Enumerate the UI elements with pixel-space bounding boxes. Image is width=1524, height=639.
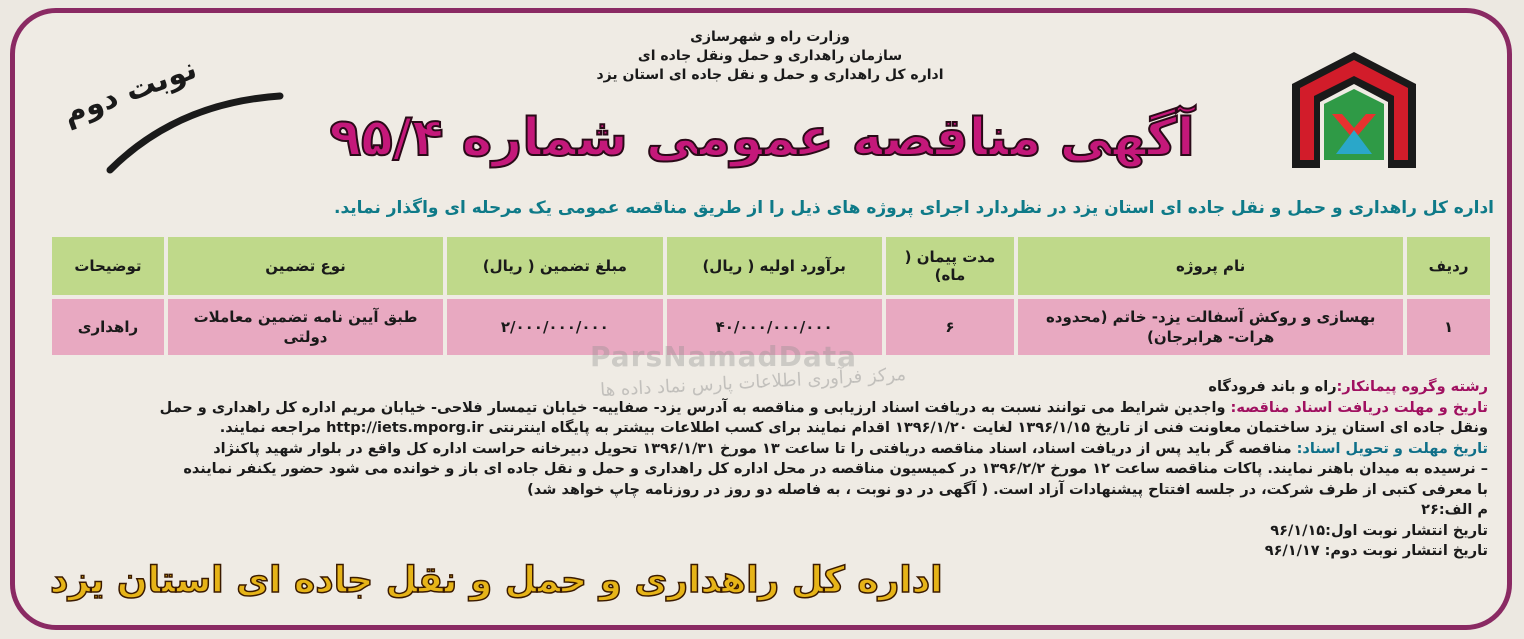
deadline-text-1: واجدین شرایط می توانند نسبت به دریافت اسناد ارزیابی و مناقصه به آدرس یزد- صفاییه- خیابان تیمسار فلاحی- خیابان مریم اداره کل راهداری و حمل — [159, 399, 1231, 416]
page-title: آگهی مناقصه عمومی شماره ۹۵/۴ — [329, 108, 1195, 168]
publish-date-first: تاریخ انتشار نوبت اول:۹۶/۱/۱۵ — [1270, 522, 1488, 539]
intro-text: اداره کل راهداری و حمل و نقل جاده ای استان یزد در نظردارد اجرای پروژه های ذیل را از طریق مناقصه عمومی یک مرحله ای واگذار نماید. — [334, 198, 1494, 218]
watermark: ParsNamadData — [590, 340, 857, 373]
header-project: نام پروژه — [1018, 237, 1403, 295]
header-notes: توضیحات — [52, 237, 164, 295]
delivery-line-3: با معرفی کتبی از طرف شرکت، در جلسه افتتاح پیشنهادات آزاد است. ( آگهی در دو نوبت ، به فاصله دو روز در روزنامه چاپ خواهد شد) — [527, 481, 1488, 498]
deadline-line-2: ونقل جاده ای استان یزد ساختمان معاونت فنی از تاریخ ۱۳۹۶/۱/۱۵ لغایت ۱۳۹۶/۱/۲۰ اقدام نمایند برای کسب اطلاعات بیشتر به پایگاه اینترنتی http://iets.mporg.ir مراجعه نمایند. — [219, 420, 1488, 436]
header-guarantee-amount: مبلغ تضمین ( ریال) — [447, 237, 662, 295]
header-duration: مدت پیمان ( ماه) — [886, 237, 1014, 295]
round-label: نوبت دوم — [58, 51, 202, 132]
header-guarantee-type: نوع تضمین — [168, 237, 443, 295]
publish-date-second: تاریخ انتشار نوبت دوم: ۹۶/۱/۱۷ — [1264, 543, 1488, 559]
deadline-line-1 — [38, 398, 1488, 419]
delivery-line-2: – نرسیده به میدان باهنر نمایند. پاکات مناقصه ساعت ۱۲ مورخ ۱۳۹۶/۲/۲ در کمیسیون مناقصه در محل اداره کل راهداری و حمل و نقل جاده ای باز و خوانده می شود حضور یکنفر نماینده — [183, 461, 1488, 477]
header-office: اداره کل راهداری و حمل و نقل جاده ای استان یزد — [596, 67, 944, 83]
delivery-line-1 — [38, 439, 1488, 460]
delivery-text-1: مناقصه گر باید پس از دریافت اسناد، اسناد مناقصه دریافتی را تا ساعت ۱۳ مورخ ۱۳۹۶/۱/۳۱ تحویل دبیرخانه حراست اداره کل واقع در بلوار شهید پاکنژاد — [213, 440, 1297, 457]
details-section — [38, 377, 1488, 562]
header-organization — [560, 28, 980, 85]
header-estimate: برآورد اولیه ( ریال) — [667, 237, 882, 295]
cell-duration: ۶ — [886, 299, 1014, 355]
header-organization-name: سازمان راهداری و حمل ونقل جاده ای — [637, 48, 903, 64]
delivery-label: تاریخ مهلت و تحویل اسناد: — [1296, 440, 1488, 457]
header-row-no: ردیف — [1407, 237, 1490, 295]
contractor-field-line — [38, 377, 1488, 398]
footer-organization: اداره کل راهداری و حمل و نقل جاده ای استان یزد — [50, 560, 943, 601]
deadline-label: تاریخ و مهلت دریافت اسناد مناقصه: — [1230, 399, 1488, 416]
contractor-field-label: رشته وگروه پیمانکار: — [1336, 379, 1488, 395]
cell-notes: راهداری — [52, 299, 164, 355]
header-ministry: وزارت راه و شهرسازی — [690, 29, 850, 45]
table-header-row — [52, 237, 1490, 295]
contractor-field-value: راه و باند فرودگاه — [1208, 379, 1337, 395]
cell-estimate: ۴۰/۰۰۰/۰۰۰/۰۰۰ — [667, 299, 882, 355]
cell-project: بهسازی و روکش آسفالت یزد- خاتم (محدوده هرات- هرابرجان) — [1018, 299, 1403, 355]
cell-guarantee-type: طبق آیین نامه تضمین معاملات دولتی — [168, 299, 443, 355]
cell-guarantee-amount: ۲/۰۰۰/۰۰۰/۰۰۰ — [447, 299, 662, 355]
watermark-subtitle: مرکز فرآوری اطلاعات پارس نماد داده ها — [599, 364, 907, 401]
cell-row-no: ۱ — [1407, 299, 1490, 355]
ad-code: م الف:۲۶ — [1421, 502, 1488, 518]
